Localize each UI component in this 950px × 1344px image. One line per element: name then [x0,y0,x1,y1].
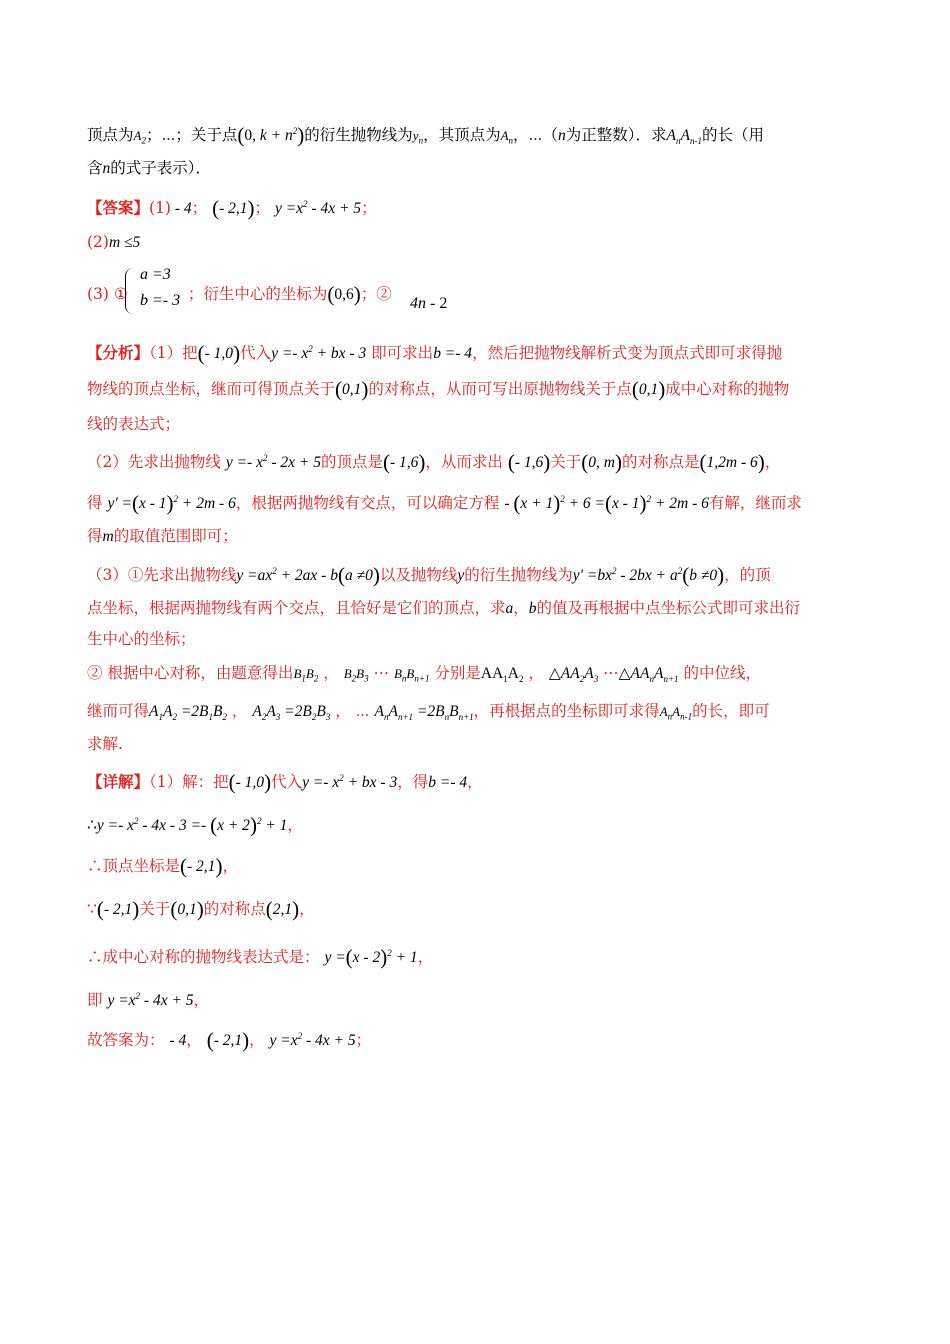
detail-line-1: 【详解】（1）解：把(- 1,0)代入$y =- x^2$ + bx - 3，得b =- 4， [87,770,483,795]
text: （3）①先求出抛物线 [87,566,237,585]
answer-line-3: (3) ① ；衍生中心的坐标为(0,6)；② [87,282,392,306]
text: ② 根据中心对称，由题意得出 [87,664,294,682]
text: ，其顶点为 [423,126,501,145]
text: 点坐标，根据两抛物线有两个交点，且恰好是它们的顶点，求 [87,599,506,617]
detail-line-4: ∵(- 2,1)关于(0,1)的对称点(2,1)， [87,897,315,921]
analysis-line-12 [87,733,870,755]
text: 关于 [550,453,582,472]
text: ，得 [397,773,429,792]
detail-line-6: 即 $y =x^2 - 4x + 5$， [87,991,210,1010]
text: 顶点为 [87,126,134,145]
detail-line-2: ∴y =- $x^2 - 4x - 3 =- (x + 2)^2 + 1$， [87,813,303,838]
text: 以及抛物线 [379,566,458,585]
text: 分别是 [434,664,481,682]
text: 即可求出 [371,344,434,363]
analysis-line-2: 物线的顶点坐标，继而可得顶点关于(0,1)的对称点，从而可写出原抛物线关于点(0,1)成中心对称的抛物 [87,377,790,401]
text: 的对称点，从而可写出原抛物线关于点 [368,380,632,398]
text: ，⋯（ [513,126,558,145]
analysis-line-10: ② 根据中心对称，由题意得出$B_1B_2$ ， $B_2B_3$ ⋯ $B_nB_{n+1}$ 分别是$AA_1A_2$ ， $\triangle AA_2A_3$ $\cdots\triangle AA_nA_{n+1}$ 的中位线， [87,664,761,685]
text: 的衍生抛物线为 [304,126,413,145]
analysis-line-4: （2）先求出抛物线 $y =- x^2 - 2x + 5$的顶点是(- 1,6)，从而求出 (- 1,6)关于(0, m)的对称点是(1,2m - 6)， [87,450,781,475]
text: 的对称点 [203,900,266,918]
analysis-tag: 【分析】 [87,343,150,363]
answer-4n: 4n - 2 [410,295,448,312]
detail-line-7: 故答案为： - 4， (- 2,1)， $y =x^2 - 4x + 5$； [87,1028,372,1053]
text: 为正整数）．求 [565,126,667,145]
text: 的值及再根据中点坐标公式即可求出衍 [536,599,801,617]
answer-line-1: 【答案】(1) - 4； (- 2,1)； $y =x^2 - 4x + 5$； [87,196,377,221]
text: 即 [87,991,103,1010]
analysis-line-3 [87,413,870,435]
text: 的顶点是 [320,453,383,472]
text: 故答案为： [87,1031,165,1050]
text: （1）把 [149,344,198,363]
answer-tag: 【答案】 [87,198,150,218]
text: ① [113,285,128,303]
system-a: a =3 [140,266,171,283]
text: 得 [87,527,103,545]
text: ，从而求出 [425,453,503,472]
text: (3) [87,285,109,303]
text: ，再根据点的坐标即可求得 [473,702,660,720]
text: （2）先求出抛物线 [87,453,221,472]
problem-line-1: 顶点为$A_2$；⋯；关于点(0, $k + n^2$)的衍生抛物线为$y_n$，其顶点为$A_n$，⋯（n为正整数）．求$A_nA_{n-1}$的长（用 [87,123,764,148]
analysis-line-1: 【分析】（1）把(- 1,0)代入$y =- x^2$ + bx - 3 即可求出b =- 4，然后把抛物线解析式变为顶点式即可求得抛 [87,341,783,366]
text: 代入 [240,344,272,363]
analysis-line-7: （3）①先求出抛物线$y =ax^2 + 2ax - b(a \ne 0)$以及抛物线y的衍生抛物线为$y' =bx^2 - 2bx + a^2(b \ne 0)$，的顶 [87,563,771,588]
text: 物线的顶点坐标，继而可得顶点关于 [87,380,336,398]
text: 继而可得 [87,702,150,720]
text: （1）解：把 [149,773,229,792]
answer-line-2: (2)m ≤5 [87,233,141,251]
text: 的长（用 [701,126,764,145]
text: 求解. [87,735,123,753]
system-b: b =- 3 [140,292,181,309]
text: 有解，继而求 [708,494,802,513]
text: 的对称点是 [622,453,700,472]
text: ，根据两抛物线有交点，可以确定方程 [235,494,500,513]
text: ，然后把抛物线解析式变为顶点式即可求得抛 [472,344,783,363]
text: 代入 [271,773,303,792]
analysis-line-9 [87,628,870,650]
analysis-line-5: 得 y' =(x - 1)$^2$ + 2m - 6，根据两抛物线有交点，可以确定方程 - $(x + 1)^2 + 6 =(x - 1)^2 + 2m - 6$有解，继而求 [87,491,802,516]
text: 生中心的坐标； [87,630,196,648]
analysis-line-8: 点坐标，根据两抛物线有两个交点，且恰好是它们的顶点，求a，b的值及再根据中点坐标公式即可求出衍 [87,599,801,617]
problem-line-2: 含n的式子表示）． [87,159,212,177]
detail-line-5: ∴成中心对称的抛物线表达式是： y =(x - 2)$^2$ + 1， [87,945,434,970]
text: 的衍生抛物线为 [464,566,573,585]
text: (2) [87,233,109,251]
text: 线的表达式； [87,415,181,433]
system-brace [125,268,134,314]
text: ∴成中心对称的抛物线表达式是： [87,948,320,967]
text: 得 [87,494,103,513]
text: ∵ [87,900,97,918]
text: ，的顶 [724,566,771,585]
text: 的中位线， [683,664,761,682]
text: ；衍生中心的坐标为 [187,285,328,303]
text: ∴顶点坐标是 [87,857,181,875]
text: ；② [360,285,392,303]
text: 成中心对称的抛物 [665,380,790,398]
text: 的取值范围即可； [113,527,238,545]
text: ；⋯；关于点 [145,126,238,145]
text: 含 [87,159,103,177]
text: 的长，即可 [692,702,770,720]
analysis-line-6: 得m的取值范围即可； [87,527,238,545]
text: 关于 [139,900,171,918]
detail-tag: 【详解】 [87,772,150,792]
text: 的式子表示）． [110,159,212,177]
detail-line-3: ∴顶点坐标是(- 2,1)， [87,854,238,878]
analysis-line-11: 继而可得$A_1A_2 =2B_1B_2$ ， $A_2A_3 =2B_2B_3$ ， ⋯ $A_nA_{n+1} =2B_nB_{n+1}$，再根据点的坐标即可求得$A_nA_{n-1}$的长，即可 [87,702,770,723]
text: (1) [149,199,171,218]
